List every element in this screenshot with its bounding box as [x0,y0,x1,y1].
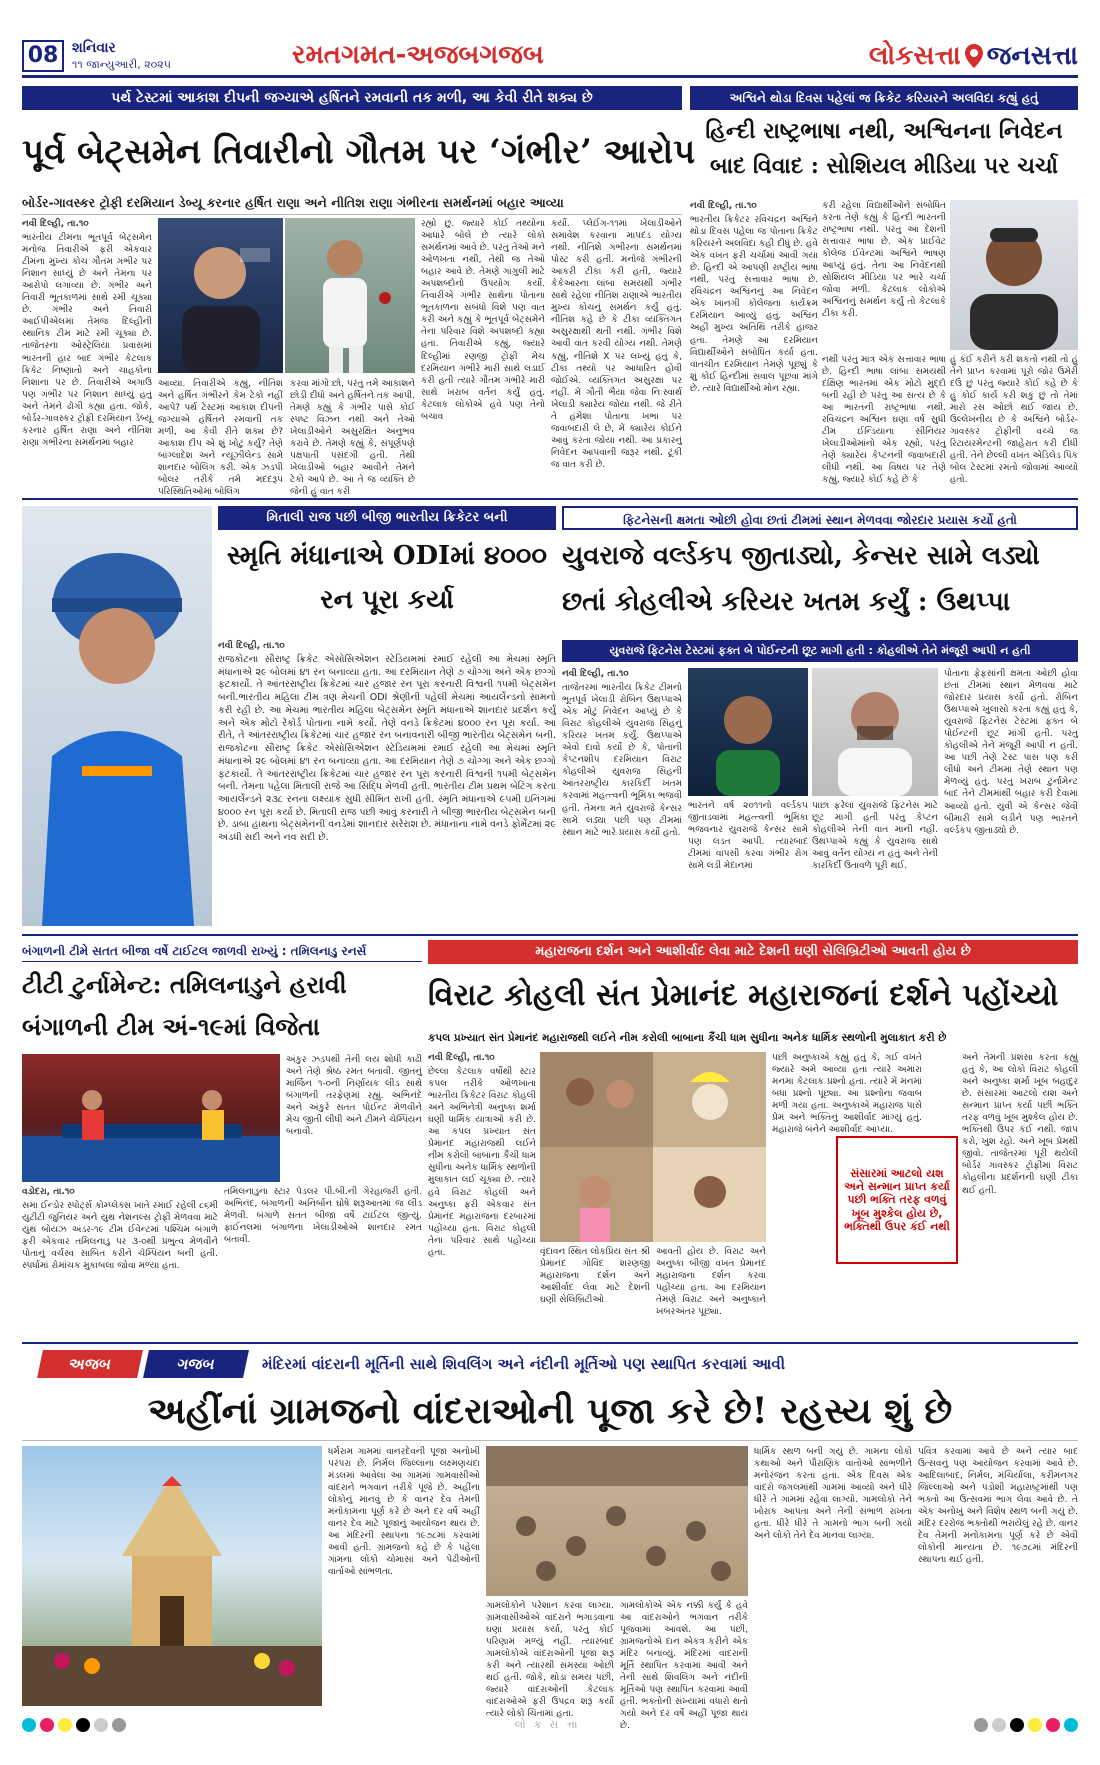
a1-col1-text: ભારતીય ટીમના ભૂતપૂર્વ બેટ્સમેન મનોજ તિવારીએ ફરી એકવાર ટીમના મુખ્ય કોચ ગૌતમ ગંભીર પર નિશાન સાધ્યું છે અને તેમના પર આરોપો લગાવ્યા છે. ગંભીર અને તિવારી ભૂતકાળમાં સાથે રમી ચૂક્યા છે. ગંભીર અને તિવારી આઈપીએલમાં તેમજ દિલ્હીની સ્થાનિક ટીમ માટે રમી ચૂક્યા છે. તાજેતરના ઓસ્ટ્રેલિયા પ્રવાસમાં ભારતની હાર બાદ ગંભીર કેટલાક ક્રિકેટ નિષ્ણાતો અને ચાહકોના નિશાના પર છે. તિવારીએ અગાઉ પણ ગંભીર પર નિશાન સાધ્યું હતું અને તેમને ઢોંગી કહ્યા હતા. જોકે, બોર્ડર-ગાવસ્કર ટ્રોફી દરમિયાન ડેબ્યૂ કરનાર હર્ષિત રાણા અને નીતિશ રાણા ગંભીરના સમર્થનમાં બહાર [22,233,152,448]
a7-col5: પવિત્ર કરવામાં આવે છે અને ત્યાર બાદ ઉત્સવનું પણ આયોજન કરવામાં આવે છે. આદિલાબાદ, નિર્મલ, મંચિર્યાલા, કરીમનગર જિલ્લાઓ અને પડોશી મહારાષ્ટ્રમાંથી પણ ભક્તો આ ઉત્સવમાં ભાગ લેવા આવે છે. તે એક અનોખું અને વિશેષ સ્થળ બની ગયું છે. મંદિર દરરોજ ભક્તોથી ભરાયેલું રહે છે. વાનર દેવ તેમની મનોકામના પૂર્ણ કરે છે એવી લોકોની માન્યતા છે. ૧૯૭૮માં મંદિરની સ્થાપના થઈ હતી. [918,1447,1078,1566]
a2-dateline: નવી દિલ્હી, તા.૧૦ [690,201,757,211]
color-registration-marks-left [22,1718,126,1732]
a4-photo-uthappa [688,668,808,796]
row2-divider [22,934,1078,936]
a2-col3: નથી પરંતુ માત્ર એક સત્તાવાર ભાષા છે. હિન્દી ભાષા લાંબા સમયથી દક્ષિણ ભારતમાં એક મોટો મુદ્દો બની રહી છે પરંતુ આ સત્ય છે કે આ ભારતની રાષ્ટ્રભાષા નથી. રવિચંદ્રન અશ્વિન ઘણા વર્ષ સુધી ટીમ ઈન્ડિયાના સીનિયર ખેલાડીઓમાંનો એક રહ્યો, પરંતુ તેણે ક્યારેય કેપ્ટનની જવાબદારી લીધી નથી. આ વિષય પર તેણે કહ્યું, જ્યારે કોઈ કહે છે કે [822,355,946,486]
a5-col1-text: સમા ઈન્ડોર સ્પોર્ટ્સ કોમ્પ્લેક્સ ખાતે રમાઈ રહેલી ૮૬મી યુટીટી જુનિયર અને યુથ નેશનલ્સ ટ્રોફી મેળવવા માટે યુથ બોયઝ અંડર-૧૯ ટીમ ઈવેન્ટમાં પશ્ચિમ બંગાળે ફરી એકવાર તમિલનાડુ પર ૩-૦થી પ્રભુત્વ મેળવીને પોતાનું વર્ચસ્વ સાબિત કરીને ચેમ્પિયન બની હતી. સ્પર્ધામાં રોમાંચક મુકાબલા જોવા મળ્યા હતા. [22,1201,218,1272]
a6-col2: વૃંદાવન સ્થિત લોકપ્રિય સંત શ્રી પ્રેમાનંદ ગોવિંદ શરણજી મહારાજના દર્શન અને આશીર્વાદ લેવા માટે દેશની ઘણી સેલિબ્રિટીઓ [540,1247,650,1306]
a4-col1-text: તાજેતરમાં ભારતીય ક્રિકેટ ટીમનો ભૂતપૂર્વ ખેલાડી રોબિન ઉથપ્પાએ એક મોટું નિવેદન આપ્યું છે કે વિરાટ કોહલીએ યુવરાજ સિંહનું કરિયર ખતમ કર્યું. ઉથપ્પાએ એવો દાવો કર્યો છે કે, પોતાની કેપ્ટનશીપ દરમિયાન વિરાટ કોહલીએ યુવરાજ સિંહની આંતરરાષ્ટ્રીય કારકિર્દી ખતમ કરવામાં મહત્ત્વની ભૂમિકા ભજવી હતી. તેમના મતે યુવરાજે કેન્સર સામે લડ્યા પછી પણ ટીમમાં સ્થાન માટે ભારે પ્રયાસ કર્યો હતો. [562,683,682,838]
a3-body [218,640,556,926]
logo-right: જનસત્તા [986,40,1078,71]
row3-divider [22,1342,1078,1344]
masthead-logo [812,38,1078,74]
a7-kicker: મંદિરમાં વાંદરાની મૂર્તિની સાથે શિવલિંગ અને નંદીની મૂર્તિઓ પણ સ્થાપિત કરવામાં આવી [262,1355,785,1373]
location-pin-icon [965,44,983,68]
a2-col1-text: ભારતીય ક્રિકેટર રવિચંદ્રન અશ્વિને થોડા દિવસ પહેલા જ પોતાના ક્રિકેટ કરિયરને અલવિદા કહી દીધું છે. હવે એક વખત ફરી ચર્ચામાં આવી ગયા છે. હિન્દી એ આપણી રાષ્ટ્રીય ભાષા નથી, પરંતુ સત્તાવાર ભાષા છે. રવિચંદ્રન અશ્વિનનું આ નિવેદન એક ખાનગી કોલેજના કાર્યક્રમ દરમિયાન આવ્યું હતું. અશ્વિન અહીં મુખ્ય અતિથિ તરીકે હાજર હતા. તેમણે આ દરમિયાન વિદ્યાર્થીઓને સંબોધિત કર્યા હતા. વાતચીત દરમિયાન તેમણે પૂછ્યું કે શું કોઈ હિન્દીમાં સવાલ પૂછવા માંગે છે. ત્યારે વિદ્યાર્થીઓ મોન રહ્યા. [690,215,818,394]
a1-photo-gambhir [158,218,283,373]
a4-col3: પાછા ફરેલા યુવરાજે ફિટનેસ માટે છૂટ માંગી હતી પરંતુ કેપ્ટન કોહલીએ તેની વાત માની નહીં. ઉથપ્પાએ કહ્યું કે યુવરાજ સાથે આવું વર્તન યોગ્ય ન હતું અને તેની કારકિર્દી ઉતાવળે પૂરી થઈ. [812,801,938,872]
row1-divider [22,498,1078,500]
section-title: રમતગમત-અજબગજબ [292,40,544,70]
a6-col1-text: છેલ્લા કેટલાક વર્ષોથી સ્ટાર કપલ તરીકે ઓળખાતા ભારતીય ક્રિકેટર વિરાટ કોહલી અને અભિનેત્રી અનુષ્કા શર્મા ઘણી ધાર્મિક યાત્રાઓ કરી છે. આ કપલ પ્રખ્યાત સંત પ્રેમાનંદ મહારાજથી લઈને નીમ કરોલી બાબાના કૈંચી ધામ સુધીના અનેક ધાર્મિક સ્થળોની મુલાકાત લઈ ચૂક્યા છે. ત્યારે હવે વિરાટ કોહલી અને અનુષ્કા ફરી એકવાર સંત પ્રેમાનંદ મહારાજના દરબારમાં પહોંચ્યા હતા. વિરાટ કોહલી તેના પરિવાર સાથે પહોંચ્યા હતા. [428,1067,536,1258]
a5-dateline: વડોદરા, તા.૧૦ [22,1187,75,1197]
a3-dateline: નવી દિલ્હી, તા.૧૦ [218,641,285,651]
a6-kicker: મહારાજના દર્શન અને આશીર્વાદ લેવા માટે દેશની ઘણી સેલિબ્રિટીઓ આવતી હોય છે [428,940,1078,964]
a4-photo-kohli [812,668,938,796]
footer-watermark: લોકસત્તા [514,1718,586,1731]
page-footer [22,1712,1078,1738]
a6-deck: કપલ પ્રખ્યાત સંત પ્રેમાનંદ મહારાજથી લઈને નીમ કરોલી બાબાના કૈંચી ધામ સુધીના અનેક ધાર્મિક સ્થળોની મુલાકાત કરી છે [428,1032,947,1044]
a1-col3: કરવા માંગો છો, પરંતુ તમે આકાશને છોડી દીધો અને હર્ષિતને તક આપી. તેમણે કહ્યું કે ગંભીર પાસે કોઈ સ્પષ્ટ વિઝન નથી અને તેઓ ખેલાડીઓને અસુરક્ષિત અનુભવ કરાવે છે. તેમણે કહ્યું કે, સંપૂર્ણપણે પક્ષપાતી પસંદગી હતી. તેથી ખેલાડીઓ બહાર આવીને તેમને ટેકો આપે છે. આ તે જ વ્યક્તિ છે જેની હું વાત કરી [290,379,416,498]
a4-deck: યુવરાજે ફિટનેસ ટેસ્ટમાં ફક્ત બે પોઈન્ટની છૂટ માગી હતી : કોહલીએ તેને મંજૂરી આપી ન હતી [562,640,1078,662]
a7-photo-temple [22,1446,322,1706]
a5-col3: અંકુર ઝડપથી તેની લય શોધી કાઢી અને તેણે શ્રેષ્ઠ રમત બતાવી. જીતનું માર્જિન ૧-૦ની નિર્ણાયક લીડ સાથે બંગાળની તરફેણમાં રહ્યું. અભિનંદે અને અંકુરે સતત પોઈન્ટ મેળવીને મેચ જીતી લીધી અને ટીમને ચેમ્પિયન બનાવી. [286,1055,422,1138]
a3-headline: સ્મૃતિ મંધાનાએ ODIમાં ૪૦૦૦ રન પૂરા કર્યા [226,541,548,616]
a5-col1 [22,1186,218,1336]
a5-col2: તમિલનાડુના સ્ટાર પેડલર પી.બી.ની ગેરહાજરી હતી. અભિનંદ, બંગાળની અનિર્બાન ઘોષે શરૂઆતમાં જ લીડ મેળવી. બંગાળે સતત બીજા વર્ષે ટાઈટલ જીત્યું. ફાઈનલમાં બંગાળના ખેલાડીઓએ શાનદાર રમત બતાવી. [224,1187,422,1246]
a5-photo-tt [22,1054,280,1182]
a6-photo-couple [540,1052,766,1242]
a6-col4: પછી અનુષ્કાએ કહ્યું હતું કે, ગઈ વખતે જ્યારે અમે આવ્યા હતા ત્યારે અમારા મનમાં કેટલાક પ્રશ્નો હતા. ત્યારે મેં મનમાં બધા પ્રશ્નો પૂછ્યા. આ પ્રશ્નોના જવાબ મળી ગયા હતા. અનુષ્કાએ મહારાજ પાસે પ્રેમ અને ભક્તિનું આશીર્વાદ માંગ્યું હતું. મહારાજે બંનેને આશીર્વાદ આપ્યા. [772,1053,922,1136]
ajab-gajab-tag [40,1350,250,1378]
a1-headline: પૂર્વ બેટ્સમેન તિવારીનો ગૌતમ પર ‘ગંભીર’ આરોપ [22,132,696,172]
a2-col4: હું કંઈ કરીને કરી શકતો નથી તો હું તેને પ્રાપ્ત કરવામાં પૂરો જોર ઉમેરી દઉં છું પરંતુ જ્યારે કોઈ કહે છે કે હું કોઈ કાર્ય કરી શકું છું તો તેમાં મારો રસ ઓછો થઈ જાય છે. ઉલ્લેખનીય છે કે અશ્વિને બોર્ડર-ગાવસ્કર ટ્રોફીની વચ્ચે જ રિટાયરમેન્ટની જાહેરાત કરી દીધી હતી. તેને છેલ્લી વખત એડિલેડ પિંક બોલ ટેસ્ટમાં રમતો જોવામાં આવ્યો હતો. [950,355,1078,486]
a6-col3: આવતી હોય છે. વિરાટ અને અનુષ્કા બીજી વખત પ્રેમાનંદ મહારાજના દર્શન કરવા પહોંચ્યા હતા. આ દરમિયાન તેમણે વિરાટ અને અનુષ્કાને ખબરઅંતર પૂછ્યા. [656,1247,766,1318]
header-date: ૧૧ જાન્યુઆરી, ૨૦૨૫ [72,58,171,71]
a2-col2: કરી રહેલા વિદ્યાર્થીઓને સંબોધિત કરતા તેણે કહ્યું કે હિન્દી ભારતની રાષ્ટ્રભાષા નથી. પરંતુ આ દેશની સત્તાવાર ભાષા છે. એક પ્રાઈવેટ કોલેજ ઈવેન્ટમાં અશ્વિને ભાષણ આપ્યું હતું. તેના આ નિવેદનથી સોશિયલ મીડિયા પર ભારે ચર્ચા જોવા મળી. કેટલાક લોકોએ અશ્વિનનું સમર્થન કર્યું તો કેટલાકે ટીકા કરી. [822,201,946,320]
a1-col2: આવ્યા. તિવારીએ કહ્યું, નીતિશ અને હર્ષિત ગંભીરને કેમ ટેકો નહીં આપે? પર્થ ટેસ્ટમાં આકાશ દીપની જગ્યાએ હર્ષિતને રમવાની તક મળી, આ કેવી રીતે શક્ય છે? આકાશ દીપ એ શું ખોટું કર્યું? તેણે બાંગ્લાદેશ અને ન્યૂઝીલેન્ડ સામે શાનદાર બોલિંગ કરી. એક ઝડપી બોલર તરીકે તમે મદદરૂપ પરિસ્થિતિઓમાં બોલિંગ [158,379,283,498]
a7-col2: ગામલોકોને પરેશાન કરવા લાગ્યા. ગ્રામવાસીઓએ વાંદરાને ભગાડવાના ઘણા પ્રયાસ કર્યા, પરંતુ કોઈ પરિણામ મળ્યું નહીં. ત્યારબાદ ગામલોકોએ વાંદરાઓની પૂજા શરૂ કરી અને ત્યારથી સમસ્યા ઓછી થઈ હતી. જોકે, થોડા સમય પછી, જ્યારે વાંદરાઓની કેટલાક વાંદરાઓએ ફરી ઉપદ્રવ શરૂ કર્યો ત્યારે લોકો ચિંતામાં હતા. [486,1601,614,1720]
a3-photo-smriti [22,506,212,926]
tag-gajab: ગજબ [143,1350,249,1378]
a7-photo-monkeys [486,1446,748,1596]
page-header [22,38,1078,78]
a7-col3: ગામલોકોએ એક નક્કી કર્યું કે હવે આ વાંદરાઓને ભગવાન તરીકે પૂજવામાં આવશે. આ પછી, ગ્રામજનોએ દાન એકત્ર કરીને એક મંદિર બનાવ્યું. મંદિરમાં વાંદરાની મૂર્તિ સ્થાપિત કરવામાં આવી અને તેની સાથે શિવલિંગ અને નંદીની મૂર્તિઓ પણ સ્થાપિત કરવામાં આવી હતી. ભક્તોની સંખ્યામાં વધારો થતો ગયો અને દર વર્ષે અહીં પૂજા થાય છે. [620,1601,748,1732]
a4-headline: યુવરાજે વર્લ્ડકપ જીતાડ્યો, કેન્સર સામે લડ્યો છતાં કોહલીએ કરિયર ખતમ કર્યું : ઉથપ્પા [562,541,1040,617]
a1-col1 [22,218,152,490]
a5-kicker: બંગાળની ટીમે સતત બીજા વર્ષે ટાઈટલ જાળવી રાખ્યું : તમિલનાડુ રનર્સ [22,940,422,962]
a3-kicker: મિતાલી રાજ પછી બીજી ભારતીય ક્રિકેટર બની [218,506,556,530]
a7-headline: અહીંનાં ગ્રામજનો વાંદરાઓની પૂજા કરે છે! રહસ્ય શું છે [147,1390,953,1432]
a6-col1 [428,1052,536,1258]
a1-photo-harshit [285,218,415,373]
color-registration-marks-right [974,1718,1078,1732]
a2-col1 [690,200,818,394]
a1-col5: કર્યો. પ્લેઈંગ-૧૧માં ખેલાડીઓને સમાવેશ કરવાના માપદંડ યોગ્ય નથી. નીતિશે ગંભીરના સમર્થનમાં પોસ્ટ કરી હતી. મનોજે ગંભીરની આકરી ટીકા કરી હતી, જ્યારે કેકેઆરના લાંબા સમયથી ગંભીર સાથે રહેલા નીતિશ રાણાએ ભારતીય મુખ્ય કોચનું સમર્થન કર્યું હતું. નીતિશ કહે છે કે ટીકા વ્યક્તિગત અસુરક્ષાથી થતી નથી. ગંભીર વિશે આવી વાત કરવી યોગ્ય નથી. તેમણે કહ્યું, નીતિશે X પર લખ્યું હતું કે, ટીકા તથ્યો પર આધારિત હોવી જોઈએ. વ્યક્તિગત અસુરક્ષા પર નહીં. મેં ગૌતી ભૈયા જેવા નિઃસ્વાર્થ ખેલાડી ક્યારેય જોયા નથી. જે રીતે તે હંમેશા પોતાના ખભા પર જવાબદારી લે છે, મેં ક્યારેય કોઈને આવું કરતા જોયા નથી. આ પ્રકારનું નિવેદન આપવાની જરૂર નથી. ટૂંકી જ વાત કરી છે. [551,219,682,470]
a6-pullquote: સંસારમાં આટલો યશ અને સન્માન પ્રાપ્ત કર્યા પછી ભક્તિ તરફ વળવું ખૂબ મુશ્કેલ હોય છે, ભક્તિથી ઉપર કંઈ નથી [836,1136,958,1264]
a1-deck: બોર્ડર-ગાવસ્કર ટ્રોફી દરમિયાન ડેબ્યૂ કરનાર હર્ષિત રાણા અને નીતિશ રાણા ગંભીરના સમર્થનમાં બહાર આવ્યા [22,195,564,210]
a7-divider [22,1440,1078,1441]
a2-kicker: અશ્વિને થોડા દિવસ પહેલાં જ ક્રિકેટ કરિયરને અલવિદા કહ્યું હતું [690,86,1078,110]
a3-body-text: રાજકોટના સૌરાષ્ટ્ર ક્રિકેટ એસોસિએશન સ્ટેડિયમમાં રમાઈ રહેલી આ મેચમાં સ્મૃતિ મંધાનાએ ૨૯ બોલમાં ૪૧ રન બનાવ્યા હતા. આ દરમિયાન તેણે ૭ ચોગ્ગા અને એક છગ્ગો ફટકાર્યો. તે આંતરરાષ્ટ્રીય ક્રિકેટમાં ચાર હજાર રન પૂરા કરનારી વિશ્વની ૧૫મી બેટ્સમેન બની.ભારતીય મહિલા ટીમ ત્રણ મેચની ODI શ્રેણીની પહેલી મેચમાં આયર્લેન્ડનો સામનો કરી રહી છે. આ મેચમાં ભારતીય મહિલા બેટ્સમેન સ્મૃતિ મંધાનાએ શાનદાર પ્રદર્શન કર્યું અને એક મોટો રેકોર્ડ પોતાના નામે કર્યો. તેણે વનડે ક્રિકેટમાં ૪૦૦૦ રન પૂરા કર્યા. આ રીતે, તે આંતરરાષ્ટ્રીય ક્રિકેટમાં ચાર હજાર રન બનાવનારી બીજી ભારતીય બેટ્સમેન બની. રાજકોટના સૌરાષ્ટ્ર ક્રિકેટ એસોસિએશન સ્ટેડિયમમાં રમાઈ રહેલી આ મેચમાં સ્મૃતિ મંધાનાએ ૨૯ બોલમાં ૪૧ રન બનાવ્યા હતા. આ દરમિયાન તેણે ૭ ચોગ્ગા અને એક છગ્ગો ફટકાર્યો. તે આંતરરાષ્ટ્રીય ક્રિકેટમાં ચાર હજાર રન પૂરા કરનારી વિશ્વની ૧૫મી બેટ્સમેન બની. તેમના પહેલા મિતાલી રાજે આ સિદ્ધિ મેળવી હતી. ભારતીય ટીમ પ્રથમ બેટિંગ કરતા આયર્લેન્ડને ૨૩૮ રનના લક્ષ્યાંક સુધી સીમિત રાખી હતી. સ્મૃતિ મંધાનાએ ૯૫મી ઇનિંગમાં ૪૦૦૦ રન પૂરા કર્યા છે. મિતાલી રાજ પછી આવું કરનારી તે બીજી ભારતીય બેટ્સમેન બની છે. ડાબા હાથના બેટ્સમેનની વનડેમાં શાનદાર સરેરાશ છે. મંધાનાના નામે વનડે ફોર્મેટમાં ૨૯ અડધી સદી અને નવ સદી છે. [218,654,556,844]
a4-dateline: નવી દિલ્હી, તા.૧૦ [562,669,629,679]
header-day: શનિવાર [72,40,116,56]
a6-dateline: નવી દિલ્હી, તા.૧૦ [428,1053,495,1063]
page-number: 08 [22,40,64,72]
tag-ajab: અજબ [37,1350,143,1378]
a4-col4: પોતાના ફેફસાંની ક્ષમતા ઓછી હોવા છતાં ટીમમાં સ્થાન મેળવવા માટે જોરદાર પ્રયાસ કર્યો હતો. રોબિન ઉથપ્પાએ ખુલાસો કરતા કહ્યું હતું કે, યુવરાજે ફિટનેસ ટેસ્ટમાં ફક્ત બે પોઈન્ટની છૂટ માંગી હતી. પરંતુ કોહલીએ તેને મંજૂરી આપી ન હતી. આ પછી તેણે ટેસ્ટ પાસ પણ કરી લીધો અને ટીમમાં તેણે સ્થાન પણ મેળવ્યું હતું. પરંતુ ખરાબ ટુર્નામેન્ટ બાદ તેને ટીમમાંથી બહાર કરી દેવામાં આવ્યો હતો. યુવી એ કેન્સર જેવી બીમારી સામે લડીને પણ ભારતને વર્લ્ડકપ જીતાડ્યો છે. [944,669,1078,836]
a1-kicker: પર્થ ટેસ્ટમાં આકાશ દીપની જગ્યાએ હર્ષિતને રમવાની તક મળી, આ કેવી રીતે શક્ય છે [22,86,682,110]
a5-headline: ટીટી ટુર્નામેન્ટ: તમિલનાડુને હરાવી બંગાળની ટીમ અં-૧૯માં વિજેતા [22,970,347,1041]
a4-kicker: ફિટનેસની ક્ષમતા ઓછી હોવા છતાં ટીમમાં સ્થાન મેળવવા જોરદાર પ્રયાસ કર્યો હતો [562,506,1078,530]
a4-col2: ભારતને વર્ષ ૨૦૧૧નો વર્લ્ડકપ જીતાડવામાં મહત્ત્વની ભૂમિકા ભજવનાર યુવરાજે કેન્સર સામે પણ લડત આપી. ત્યારબાદ ટીમમાં વાપસી કરવા ગંભીર રોગ સામે લડી મેદાનમાં [688,801,808,872]
a7-col4: ધાર્મિક સ્થળ બની ગયું છે. ગામના લોકો કથાઓ અને પૌરાણિક વાતોઓ સાંભળીને મનોરંજન કરતા હતા. એક દિવસ એક વાંદરો જંગલમાંથી ગામમાં આવ્યો અને ધીરે ધીરે તે ગામમાં રહેવા લાગ્યો. ગામલોકો તેને ખોરાક આપતા અને તેની સંભાળ રાખતા હતા. ધીરે ધીરે તે ગામનો ભાગ બની ગયો અને લોકો તેને દેવ માનવા લાગ્યા. [754,1447,912,1542]
a1-divider [22,214,682,215]
a1-dateline: નવી દિલ્હી, તા.૧૦ [22,219,89,229]
a6-headline: વિરાટ કોહલી સંત પ્રેમાનંદ મહારાજનાં દર્શને પહોંચ્યો [428,978,1059,1013]
a1-col4: રહ્યો છું. જ્યારે કોઈ તથ્યોના આધારે બોલે છે ત્યારે લોકો સમર્થનમાં આવે છે. પરંતુ તેઓ મને ઓળખતા નથી, તેથી જ તેઓ બહાર આવે છે. તેમણે ગાંગુલી માટે અપશબ્દોનો ઉપયોગ કર્યો. તિવારીએ ગંભીર સાથેના પોતાના ભૂતકાળના સંબંધો વિશે પણ વાત કરી અને કહ્યું કે ભૂતપૂર્વ બેટ્સમેને તેના પરિવાર વિશે અપશબ્દો કહ્યા હતા. તિવારીએ કહ્યું, જ્યારે દિલ્હીમાં રણજી ટ્રોફી મેચ દરમિયાન ગંભીરે મારી સાથે લડાઈ કરી હતી ત્યારે ગૌતમ ગંભીરે મારી સાથે ખરાબ વર્તન કર્યું હતું. કેટલાક લોકોએ હવે પણ તેનો બચાવ [421,219,545,422]
a2-headline: હિન્દી રાષ્ટ્રભાષા નથી, અશ્વિનના નિવેદન બાદ વિવાદ : સોશિયલ મીડિયા પર ચર્ચા [705,118,1063,180]
a2-photo-ashwin [950,200,1078,350]
logo-left: લોકસત્તા [868,40,961,71]
a6-col5: અને તેમની પ્રશંસા કરતા કહ્યું હતું કે, આ લોકો વિરાટ કોહલી અને અનુષ્કા શર્મા ખૂબ બહાદુર છે. સંસારમાં આટલો યશ અને સન્માન પ્રાપ્ત કર્યા પછી ભક્તિ તરફ વળવું ખૂબ મુશ્કેલ હોય છે. ભક્તિથી ઉપર કંઈ નથી. જાપ કરો, ખુશ રહો. અને ખૂબ પ્રેમથી જીવો. તાજેતરમાં પૂરી થયેલી બોર્ડર ગાવસ્કર ટ્રોફીમાં વિરાટ કોહલીના પ્રદર્શનની ઘણી ટીકા થઈ હતી. [962,1053,1078,1196]
a7-col1: ધર્મરામ ગામમાં વાનરદેવની પૂજા અનોખી પરંપરા છે. નિર્મલ જિલ્લાના લક્ષ્મણચંદા મંડલમાં આવેલા આ ગામમાં ગામવાસીઓ વાંદરાને ભગવાન તરીકે પૂજે છે. અહીંના લોકોનું માનવું છે કે વાનર દેવ તેમની મનોકામના પૂર્ણ કરે છે અને દર વર્ષે અહીં વાનર દેવ માટે પૂજાનું આયોજન થાય છે. આ મંદિરની સ્થાપના ૧૯૭૮માં કરવામાં આવી હતી. ગ્રામજનો કહે છે કે પહેલા ગામના લોકો ચોમાસાં અને પેઢીઓની વાર્તાઓ સાંભળતા. [328,1447,480,1578]
a4-col1 [562,668,682,926]
